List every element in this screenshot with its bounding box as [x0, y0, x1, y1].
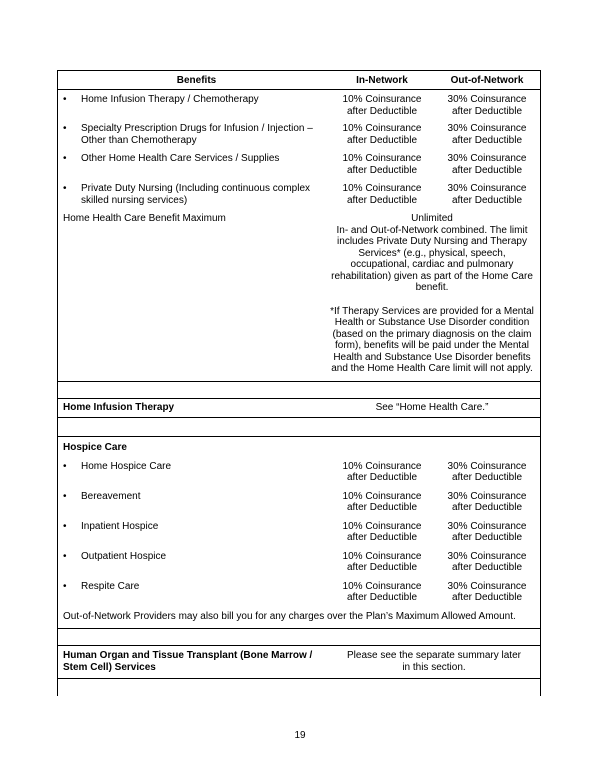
bullet: •: [63, 550, 67, 562]
bullet: •: [63, 460, 67, 472]
in-network-value: after Deductible: [346, 562, 418, 573]
benefit-label: Bereavement: [81, 490, 141, 502]
header-benefits: Benefits: [176, 74, 217, 86]
table-row: [58, 544, 540, 574]
benefits-table: [57, 70, 541, 696]
therapy-footnote: *If Therapy Services are provided for a Mental Health or Substance Use Disorder condition (based on the primary diagnosis on the claim form), benefits will be paid under the Mental Health and Substance Use Disorder benefits and the Home Health Care limit will not apply.: [330, 305, 534, 374]
header-out-network: Out-of-Network: [450, 74, 524, 86]
in-network-value: after Deductible: [346, 134, 418, 146]
benefit-label: Home Hospice Care: [81, 460, 172, 472]
out-network-value: 30% Coinsurance: [447, 490, 527, 502]
benefit-max-description: In- and Out-of-Network combined. The limit includes Private Duty Nursing and Therapy Services* (e.g., physical, speech, occupational, cardiac and pulmonary rehabilitation) given as part of the Home Care benefit.: [331, 224, 533, 293]
out-network-value: after Deductible: [451, 532, 523, 543]
table-row: [58, 646, 540, 679]
in-network-value: 10% Coinsurance: [342, 94, 422, 105]
benefit-label: Home Infusion Therapy / Chemotherapy: [81, 94, 259, 105]
out-network-value: 30% Coinsurance: [447, 520, 527, 532]
out-network-value: after Deductible: [451, 592, 523, 603]
in-network-value: 10% Coinsurance: [342, 490, 422, 502]
out-network-value: 30% Coinsurance: [447, 460, 527, 472]
table-row: [58, 484, 540, 514]
hospice-note: Out-of-Network Providers may also bill you for any charges over the Plan’s Maximum Allowed Amount.: [63, 610, 516, 622]
in-network-value: 10% Coinsurance: [342, 580, 422, 592]
table-row: [58, 146, 540, 176]
header-in-network: In-Network: [356, 74, 408, 86]
section-divider: [58, 418, 540, 437]
out-network-value: after Deductible: [451, 562, 523, 573]
in-network-value: 10% Coinsurance: [342, 520, 422, 532]
out-network-value: 30% Coinsurance: [447, 580, 527, 592]
table-row: [58, 454, 540, 484]
in-network-value: 10% Coinsurance: [342, 550, 422, 562]
benefit-label: Outpatient Hospice: [81, 550, 167, 562]
in-network-value: after Deductible: [346, 472, 418, 483]
table-row: [58, 90, 540, 117]
bullet: •: [63, 580, 67, 592]
out-network-value: after Deductible: [451, 502, 523, 513]
hospice-section: [58, 437, 540, 629]
table-row: [58, 176, 540, 206]
hospice-title: Hospice Care: [63, 441, 127, 453]
in-network-value: 10% Coinsurance: [342, 460, 422, 472]
in-network-value: after Deductible: [346, 502, 418, 513]
out-network-value: 30% Coinsurance: [447, 183, 527, 194]
in-network-value: after Deductible: [346, 592, 418, 603]
table-header: [58, 71, 540, 90]
out-network-value: after Deductible: [451, 194, 523, 206]
bullet: •: [63, 123, 67, 134]
bullet: •: [63, 94, 67, 105]
in-network-value: 10% Coinsurance: [342, 183, 422, 194]
bullet: •: [63, 153, 67, 164]
transplant-title: Human Organ and Tissue Transplant (Bone Marrow / Stem Cell) Services: [63, 650, 313, 673]
in-network-value: after Deductible: [346, 164, 418, 176]
in-network-value: 10% Coinsurance: [342, 123, 422, 134]
home-infusion-value: See “Home Health Care.”: [375, 401, 489, 413]
page-number: 19: [294, 730, 306, 741]
table-row: [58, 206, 540, 375]
out-network-value: after Deductible: [451, 105, 523, 117]
table-row: [58, 117, 540, 146]
out-network-value: 30% Coinsurance: [447, 153, 527, 164]
transplant-value: Please see the separate summary later in this section.: [347, 650, 521, 673]
in-network-value: 10% Coinsurance: [342, 153, 422, 164]
benefit-max-detail: [330, 213, 538, 375]
benefit-max-label: Home Health Care Benefit Maximum: [63, 213, 226, 224]
benefit-label: Inpatient Hospice: [81, 520, 159, 532]
section-divider: [58, 628, 540, 646]
bullet: •: [63, 183, 67, 194]
home-infusion-title: Home Infusion Therapy: [63, 402, 175, 413]
out-network-value: 30% Coinsurance: [447, 123, 527, 134]
benefit-label: Respite Care: [81, 580, 140, 592]
table-row: [58, 514, 540, 544]
benefit-label: Specialty Prescription Drugs for Infusion / Injection – Other than Chemotherapy: [81, 123, 313, 146]
in-network-value: after Deductible: [346, 105, 418, 117]
in-network-value: after Deductible: [346, 194, 418, 206]
benefit-max-value: Unlimited: [411, 213, 453, 224]
bullet: •: [63, 490, 67, 502]
benefit-label: Other Home Health Care Services / Supplies: [81, 153, 280, 164]
out-network-value: after Deductible: [451, 134, 523, 146]
table-row: [58, 399, 540, 418]
out-network-value: after Deductible: [451, 164, 523, 176]
table-row: [58, 574, 540, 604]
in-network-value: after Deductible: [346, 532, 418, 543]
out-network-value: 30% Coinsurance: [447, 94, 527, 105]
benefit-label: Private Duty Nursing (Including continuous complex skilled nursing services): [81, 183, 310, 206]
out-network-value: after Deductible: [451, 472, 523, 483]
bullet: •: [63, 520, 67, 532]
out-network-value: 30% Coinsurance: [447, 550, 527, 562]
section-divider: [58, 381, 540, 399]
